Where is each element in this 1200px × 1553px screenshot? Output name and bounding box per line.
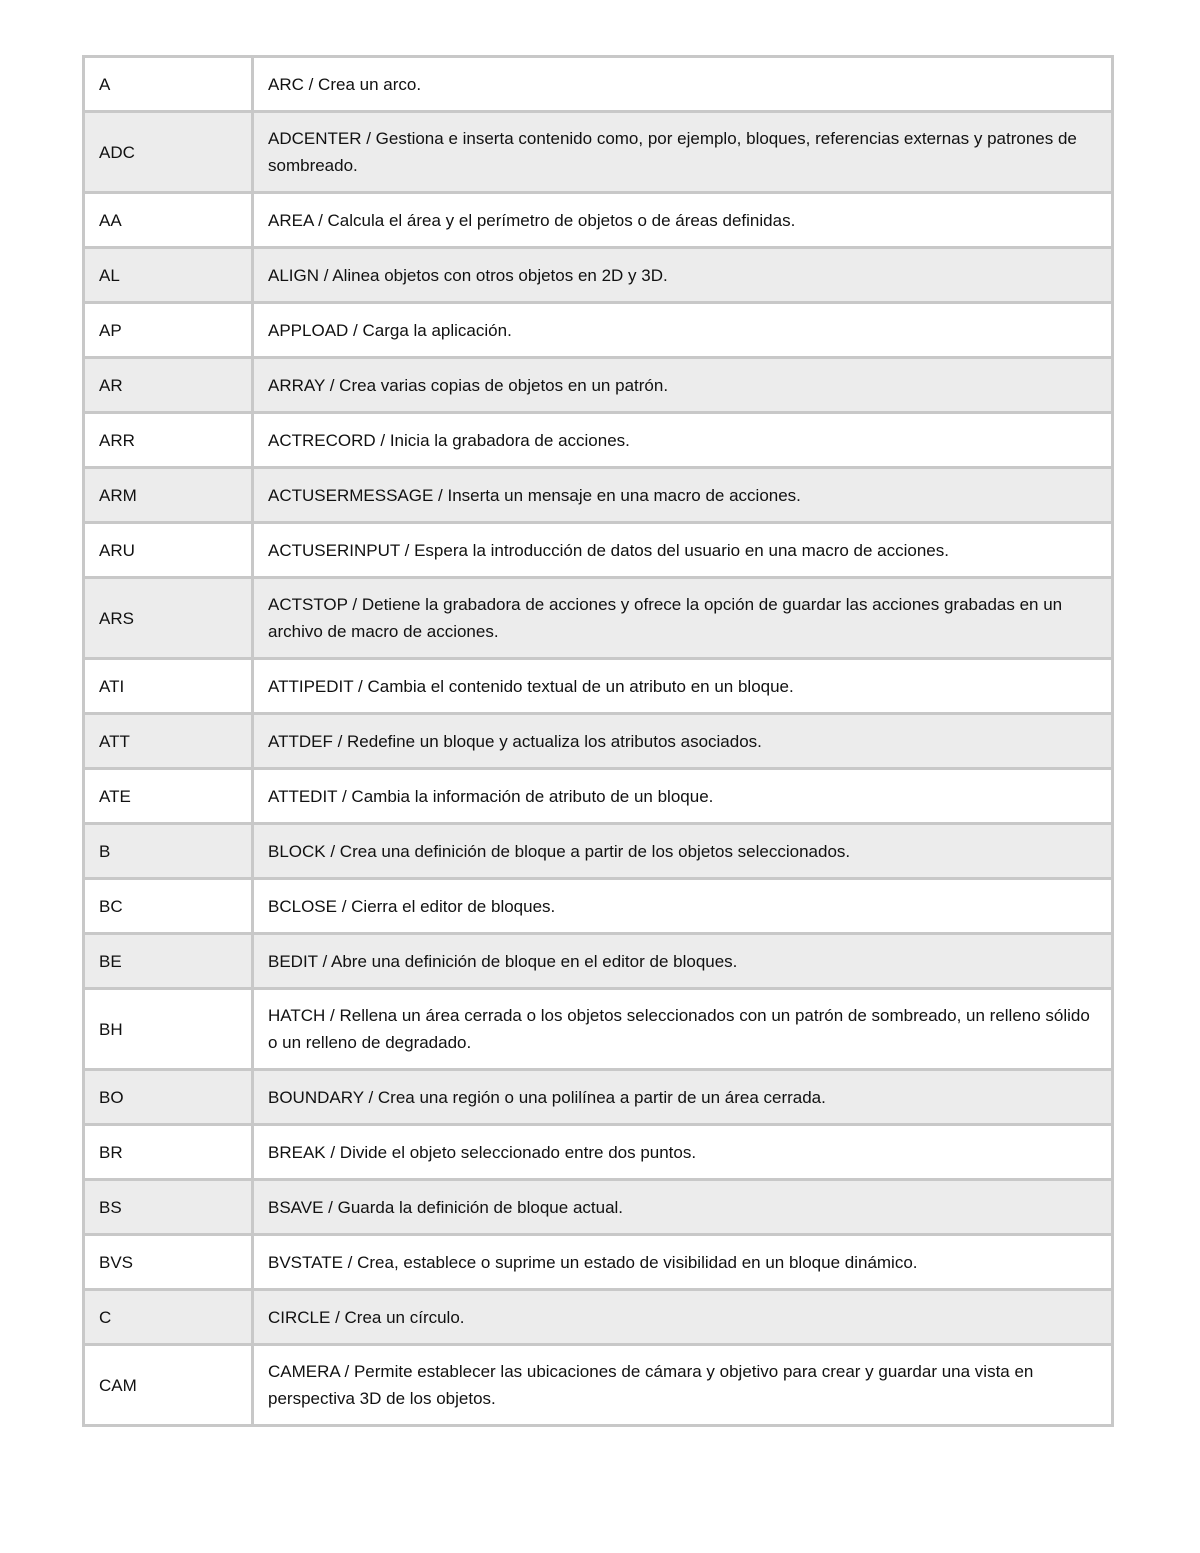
table-row (84, 468, 1113, 523)
command-description: CAMERA / Permite establecer las ubicaciones de cámara y objetivo para crear y guardar una vista en perspectiva 3D de los objetos. (253, 1345, 1113, 1426)
table-row (84, 578, 1113, 659)
table-row (84, 989, 1113, 1070)
command-alias: BS (84, 1180, 253, 1235)
command-description: ARC / Crea un arco. (253, 57, 1113, 112)
command-alias: BH (84, 989, 253, 1070)
command-description: ACTRECORD / Inicia la grabadora de acciones. (253, 413, 1113, 468)
command-description: ALIGN / Alinea objetos con otros objetos en 2D y 3D. (253, 248, 1113, 303)
command-description: ARRAY / Crea varias copias de objetos en un patrón. (253, 358, 1113, 413)
commands-table (82, 55, 1114, 1427)
table-row (84, 303, 1113, 358)
command-description: BVSTATE / Crea, establece o suprime un estado de visibilidad en un bloque dinámico. (253, 1235, 1113, 1290)
command-alias: BO (84, 1070, 253, 1125)
command-alias: ATT (84, 714, 253, 769)
table-row (84, 659, 1113, 714)
command-description: ATTDEF / Redefine un bloque y actualiza los atributos asociados. (253, 714, 1113, 769)
command-alias: A (84, 57, 253, 112)
table-row (84, 1235, 1113, 1290)
table-row (84, 1345, 1113, 1426)
command-description: BCLOSE / Cierra el editor de bloques. (253, 879, 1113, 934)
command-alias: BR (84, 1125, 253, 1180)
table-row (84, 769, 1113, 824)
command-description: BREAK / Divide el objeto seleccionado entre dos puntos. (253, 1125, 1113, 1180)
table-row (84, 193, 1113, 248)
command-description: BEDIT / Abre una definición de bloque en el editor de bloques. (253, 934, 1113, 989)
table-row (84, 1290, 1113, 1345)
command-description: ADCENTER / Gestiona e inserta contenido como, por ejemplo, bloques, referencias externas y patrones de sombreado. (253, 112, 1113, 193)
commands-table-container (82, 55, 1114, 1427)
command-alias: AP (84, 303, 253, 358)
command-alias: C (84, 1290, 253, 1345)
command-alias: BVS (84, 1235, 253, 1290)
table-row (84, 57, 1113, 112)
command-description: BLOCK / Crea una definición de bloque a partir de los objetos seleccionados. (253, 824, 1113, 879)
table-row (84, 934, 1113, 989)
command-description: ACTUSERMESSAGE / Inserta un mensaje en una macro de acciones. (253, 468, 1113, 523)
command-alias: ARM (84, 468, 253, 523)
command-description: AREA / Calcula el área y el perímetro de objetos o de áreas definidas. (253, 193, 1113, 248)
command-description: ACTUSERINPUT / Espera la introducción de datos del usuario en una macro de acciones. (253, 523, 1113, 578)
table-row (84, 714, 1113, 769)
command-alias: ARR (84, 413, 253, 468)
command-description: BOUNDARY / Crea una región o una polilínea a partir de un área cerrada. (253, 1070, 1113, 1125)
command-alias: AA (84, 193, 253, 248)
command-alias: BC (84, 879, 253, 934)
table-row (84, 248, 1113, 303)
table-row (84, 523, 1113, 578)
command-alias: BE (84, 934, 253, 989)
table-row (84, 879, 1113, 934)
command-description: CIRCLE / Crea un círculo. (253, 1290, 1113, 1345)
command-alias: B (84, 824, 253, 879)
command-alias: ADC (84, 112, 253, 193)
table-row (84, 112, 1113, 193)
command-alias: AR (84, 358, 253, 413)
table-row (84, 824, 1113, 879)
command-description: ATTIPEDIT / Cambia el contenido textual de un atributo en un bloque. (253, 659, 1113, 714)
command-alias: ATI (84, 659, 253, 714)
command-alias: CAM (84, 1345, 253, 1426)
table-row (84, 413, 1113, 468)
command-description: APPLOAD / Carga la aplicación. (253, 303, 1113, 358)
command-description: ATTEDIT / Cambia la información de atributo de un bloque. (253, 769, 1113, 824)
table-row (84, 358, 1113, 413)
table-row (84, 1125, 1113, 1180)
command-alias: AL (84, 248, 253, 303)
command-description: BSAVE / Guarda la definición de bloque actual. (253, 1180, 1113, 1235)
table-row (84, 1180, 1113, 1235)
command-description: ACTSTOP / Detiene la grabadora de acciones y ofrece la opción de guardar las acciones grabadas en un archivo de macro de acciones. (253, 578, 1113, 659)
command-alias: ATE (84, 769, 253, 824)
table-row (84, 1070, 1113, 1125)
command-alias: ARS (84, 578, 253, 659)
command-alias: ARU (84, 523, 253, 578)
command-description: HATCH / Rellena un área cerrada o los objetos seleccionados con un patrón de sombreado, un relleno sólido o un relleno de degradado. (253, 989, 1113, 1070)
